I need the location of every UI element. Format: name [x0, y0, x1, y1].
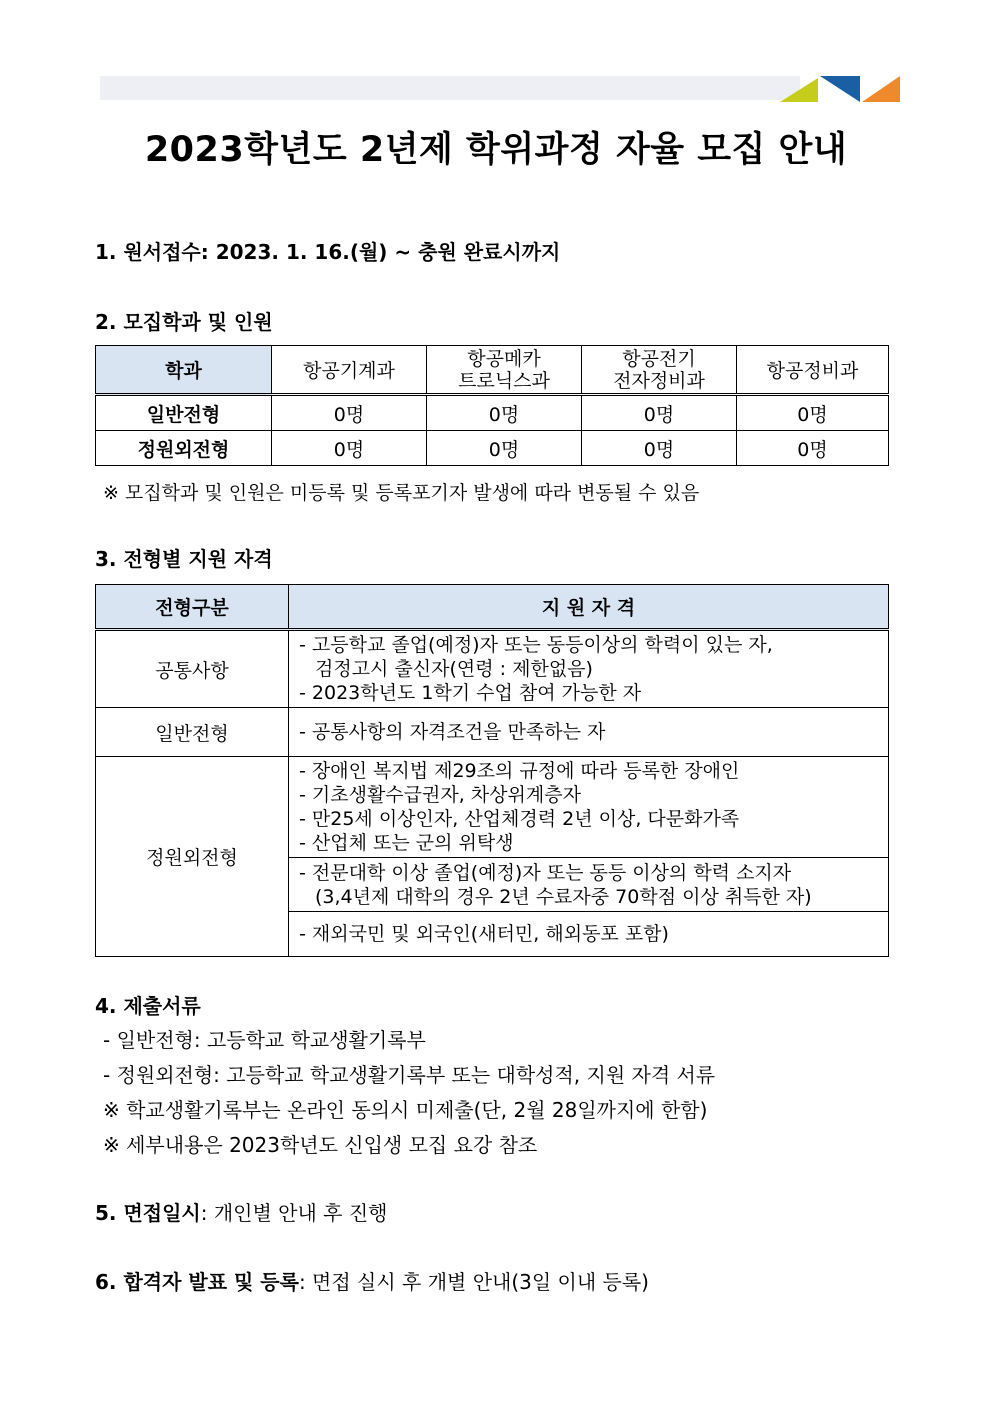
table-cell: 0명: [582, 395, 737, 431]
qualification-cell: - 전문대학 이상 졸업(예정)자 또는 동등 이상의 학력 소지자 (3,4년제 대학의 경우 2년 수료자중 70학점 이상 취득한 자): [289, 858, 889, 912]
header-maintenance: 항공정비과: [737, 346, 889, 395]
header-electrical: 항공전기 전자정비과: [582, 346, 737, 395]
announcement-text: : 면접 실시 후 개별 안내(3일 이내 등록): [298, 1270, 649, 1294]
department-note: ※ 모집학과 및 인원은 미등록 및 등록포기자 발생에 따라 변동될 수 있음: [103, 482, 700, 504]
table-row: [96, 708, 889, 757]
table-row: [96, 630, 889, 708]
table-cell: 0명: [272, 431, 427, 466]
row-label: 정원외전형: [96, 431, 272, 466]
interview-label: 5. 면접일시: [95, 1201, 201, 1225]
table-cell: 0명: [737, 431, 889, 466]
page-title: 2023학년도 2년제 학위과정 자율 모집 안내: [144, 130, 848, 170]
section-qualifications: 3. 전형별 지원 자격: [95, 547, 273, 571]
table-row: [96, 431, 889, 466]
qualification-cell: - 장애인 복지법 제29조의 규정에 따라 등록한 장애인 - 기초생활수급권자, 차상위계층자 - 만25세 이상인자, 산업체경력 2년 이상, 다문화가족 - 산업체 또는 군의 위탁생: [289, 757, 889, 858]
header-type: 전형구분: [96, 585, 289, 630]
document-item: - 일반전형: 고등학교 학교생활기록부: [103, 1028, 426, 1052]
document-item: ※ 세부내용은 2023학년도 신입생 모집 요강 참조: [103, 1133, 538, 1157]
section-departments: 2. 모집학과 및 인원: [95, 310, 273, 334]
section-documents: 4. 제출서류: [95, 994, 201, 1018]
header-qualification: 지 원 자 격: [289, 585, 889, 630]
row-label: 일반전형: [96, 708, 289, 757]
row-label: 정원외전형: [96, 757, 289, 957]
interview-text: : 개인별 안내 후 진행: [200, 1201, 388, 1225]
department-table: [95, 345, 889, 466]
logo-decoration-icon: [780, 76, 900, 102]
document-item: - 정원외전형: 고등학교 학교생활기록부 또는 대학성적, 지원 자격 서류: [103, 1063, 716, 1087]
table-cell: 0명: [582, 431, 737, 466]
header-dept: 학과: [96, 346, 272, 395]
table-row: [96, 757, 889, 858]
announcement-label: 6. 합격자 발표 및 등록: [95, 1270, 299, 1294]
header-mechanical: 항공기계과: [272, 346, 427, 395]
section-announcement: [95, 1266, 649, 1295]
row-label: 공통사항: [96, 630, 289, 708]
table-cell: 0명: [272, 395, 427, 431]
section-application-period: 1. 원서접수: 2023. 1. 16.(월) ~ 충원 완료시까지: [95, 240, 561, 264]
section-interview: [95, 1197, 388, 1226]
document-item: ※ 학교생활기록부는 온라인 동의시 미제출(단, 2월 28일까지에 한함): [103, 1098, 708, 1122]
table-row: [96, 395, 889, 431]
qualification-cell: - 고등학교 졸업(예정)자 또는 동등이상의 학력이 있는 자, 검정고시 출신자(연령 : 제한없음) - 2023학년도 1학기 수업 참여 가능한 자: [289, 630, 889, 708]
qualification-cell: - 공통사항의 자격조건을 만족하는 자: [289, 708, 889, 757]
header-mechatronics: 항공메카 트로닉스과: [427, 346, 582, 395]
table-cell: 0명: [427, 395, 582, 431]
qualification-cell: - 재외국민 및 외국인(새터민, 해외동포 포함): [289, 912, 889, 957]
qualification-table: [95, 584, 889, 957]
header-bar: [100, 76, 800, 100]
table-cell: 0명: [427, 431, 582, 466]
row-label: 일반전형: [96, 395, 272, 431]
table-cell: 0명: [737, 395, 889, 431]
